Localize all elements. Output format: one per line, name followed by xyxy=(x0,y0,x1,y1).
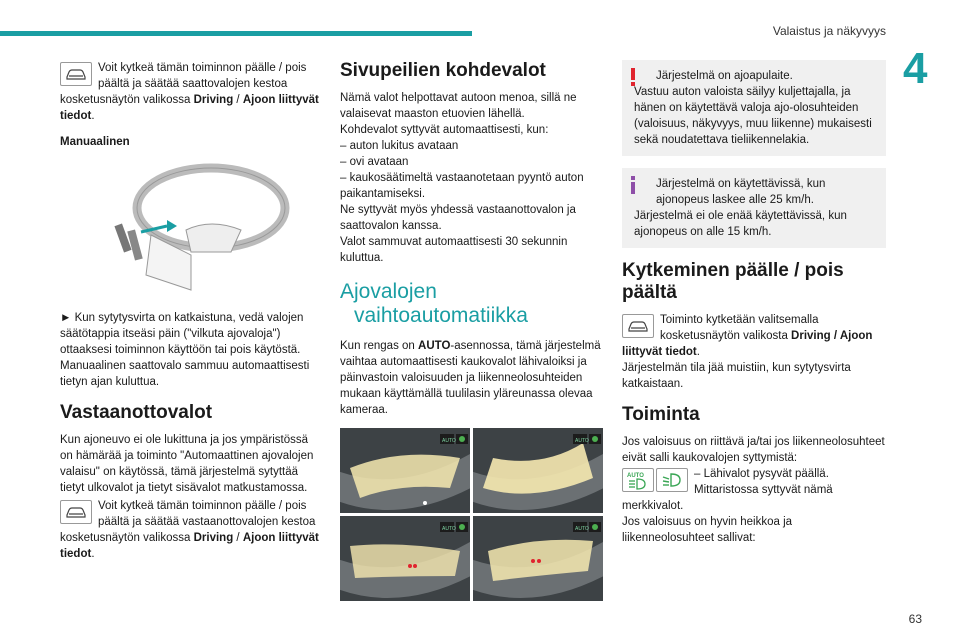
section-title: Valaistus ja näkyvyys xyxy=(772,24,886,38)
paragraph-manual-instruction: ► Kun sytytysvirta on katkaistuna, vedä valojen säätötappia itseäsi päin ("vilkuta ajovaloja") ottaaksesi toiminnon käyttöön tai pois käytöstä. Manuaalinen saattovalo sammuu automaattisesti tietyn ajan kuluttua. xyxy=(60,312,310,388)
camera-scene-1 xyxy=(340,428,470,513)
car-icon xyxy=(622,314,654,338)
heading-sivupeilien-kohdevalot: Sivupeilien kohdevalot xyxy=(340,60,546,81)
column-2 xyxy=(340,60,602,601)
paragraph-vastaanotto-settings: Voit kytkeä tämän toiminnon päälle / pois päältä ja säätää vastaanottovalojen kestoa kosketusnäytön valikossa Driving / Ajoon liittyvät tiedot. xyxy=(60,500,319,560)
paragraph-muisti: Järjestelmän tila jää muistiin, kun sytytysvirta katkaistaan. xyxy=(622,362,851,390)
paragraph-sivupeili-off: Valot sammuvat automaattisesti 30 sekunnin kuluttua. xyxy=(340,236,568,264)
column-1 xyxy=(60,60,322,572)
paragraph-saattovalo-settings: Voit kytkeä tämän toiminnon päälle / pois päältä ja säätää saattovalojen kestoa kosketusnäytön valikossa Driving / Ajoon liittyvät tiedot. xyxy=(60,62,319,122)
camera-scene-2 xyxy=(473,428,603,513)
paragraph-vastaanotto-description: Kun ajoneuvo ei ole lukittuna ja jos ympäristössä on hämärää ja toiminto "Automaattinen ajovalojen valaisu" on käytössä, tämä järjestelmä sytyttää tietyt ulkovalot ja tietyt sisävalot matkustamossa. xyxy=(60,434,314,494)
paragraph-sivupeili-also: Ne syttyvät myös yhdessä vastaanottovalon ja saattovalon kanssa. xyxy=(340,204,576,232)
car-icon xyxy=(60,500,92,524)
heading-kytkeminen: Kytkeminen päälle / pois päältä xyxy=(622,260,844,303)
paragraph-toiminta-condition: Jos valoisuus on riittävä ja/tai jos liikenneolosuhteet eivät salli kaukovalojen syttymistä: xyxy=(622,436,885,464)
paragraph-dark-condition: Jos valoisuus on hyvin heikkoa ja liikenneolosuhteet sallivat: xyxy=(622,516,793,544)
paragraph-lahivalot: AUTO – Lähivalot pysyvät päällä. Mittaristossa syttyvät nämä merkkivalot. xyxy=(622,468,833,512)
header-accent-bar xyxy=(0,31,472,36)
svg-text:AUTO: AUTO xyxy=(627,473,644,479)
page-number: 63 xyxy=(908,612,922,626)
warning-icon xyxy=(630,68,635,91)
svg-text:AUTO: AUTO xyxy=(575,526,589,532)
paragraph-sivupeili-intro: Nämä valot helpottavat autoon menoa, sillä ne valaisevat maaston etuovien lähellä. xyxy=(340,92,577,120)
low-beam-indicator-icon xyxy=(656,468,688,492)
car-icon xyxy=(60,62,92,86)
heading-ajovalojen-vaihtoautomatiikka: Ajovalojen vaihtoautomatiikka xyxy=(340,280,528,327)
list-item: – ovi avataan xyxy=(340,156,409,168)
svg-text:AUTO: AUTO xyxy=(442,438,456,444)
steering-wheel-illustration xyxy=(91,160,291,300)
svg-text:AUTO: AUTO xyxy=(442,526,456,532)
camera-illustration-grid xyxy=(340,428,602,601)
paragraph-auto-description: Kun rengas on AUTO-asennossa, tämä järjestelmä vaihtaa automaattisesti kaukovalot lähivaloiksi ja päinvastoin valoisuuden ja liikenneolosuhteiden mukaan käyttämällä tuulilasin yläreunassa olevaa kameraa. xyxy=(340,340,601,416)
heading-toiminta: Toiminta xyxy=(622,404,700,425)
manual-heading: Manuaalinen xyxy=(60,136,130,148)
auto-beam-indicator-icon xyxy=(622,468,654,492)
svg-text:AUTO: AUTO xyxy=(575,438,589,444)
heading-vastaanottovalot: Vastaanottovalot xyxy=(60,402,213,423)
info-icon xyxy=(630,176,635,199)
column-3 xyxy=(622,60,886,556)
list-item: – kaukosäätimeltä vastaanotetaan pyyntö auton paikantamiseksi. xyxy=(340,172,584,200)
warning-note: Järjestelmä on ajoapulaite. Vastuu auton valoista säilyy kuljettajalla, ja hänen on käytettävä valoja ajo-olosuhteiden (valoisuus, näkyvyys, muu liikenne) mukaisesti sekä noudatettava tieliikennelakia. xyxy=(622,60,886,156)
camera-scene-3 xyxy=(340,516,470,601)
paragraph-sivupeili-when: Kohdevalot syttyvät automaattisesti, kun: xyxy=(340,124,549,136)
camera-scene-4 xyxy=(473,516,603,601)
info-note: Järjestelmä on käytettävissä, kun ajonopeus laskee alle 25 km/h. Järjestelmä ei ole enää käytettävissä, kun ajonopeus on alle 15 km/h. xyxy=(622,168,886,248)
paragraph-kytkeminen: Toiminto kytketään valitsemalla kosketusnäytön valikosta Driving / Ajoon liittyvät tiedot. xyxy=(622,314,873,358)
chapter-number: 4 xyxy=(903,44,928,93)
list-item: – auton lukitus avataan xyxy=(340,140,459,152)
